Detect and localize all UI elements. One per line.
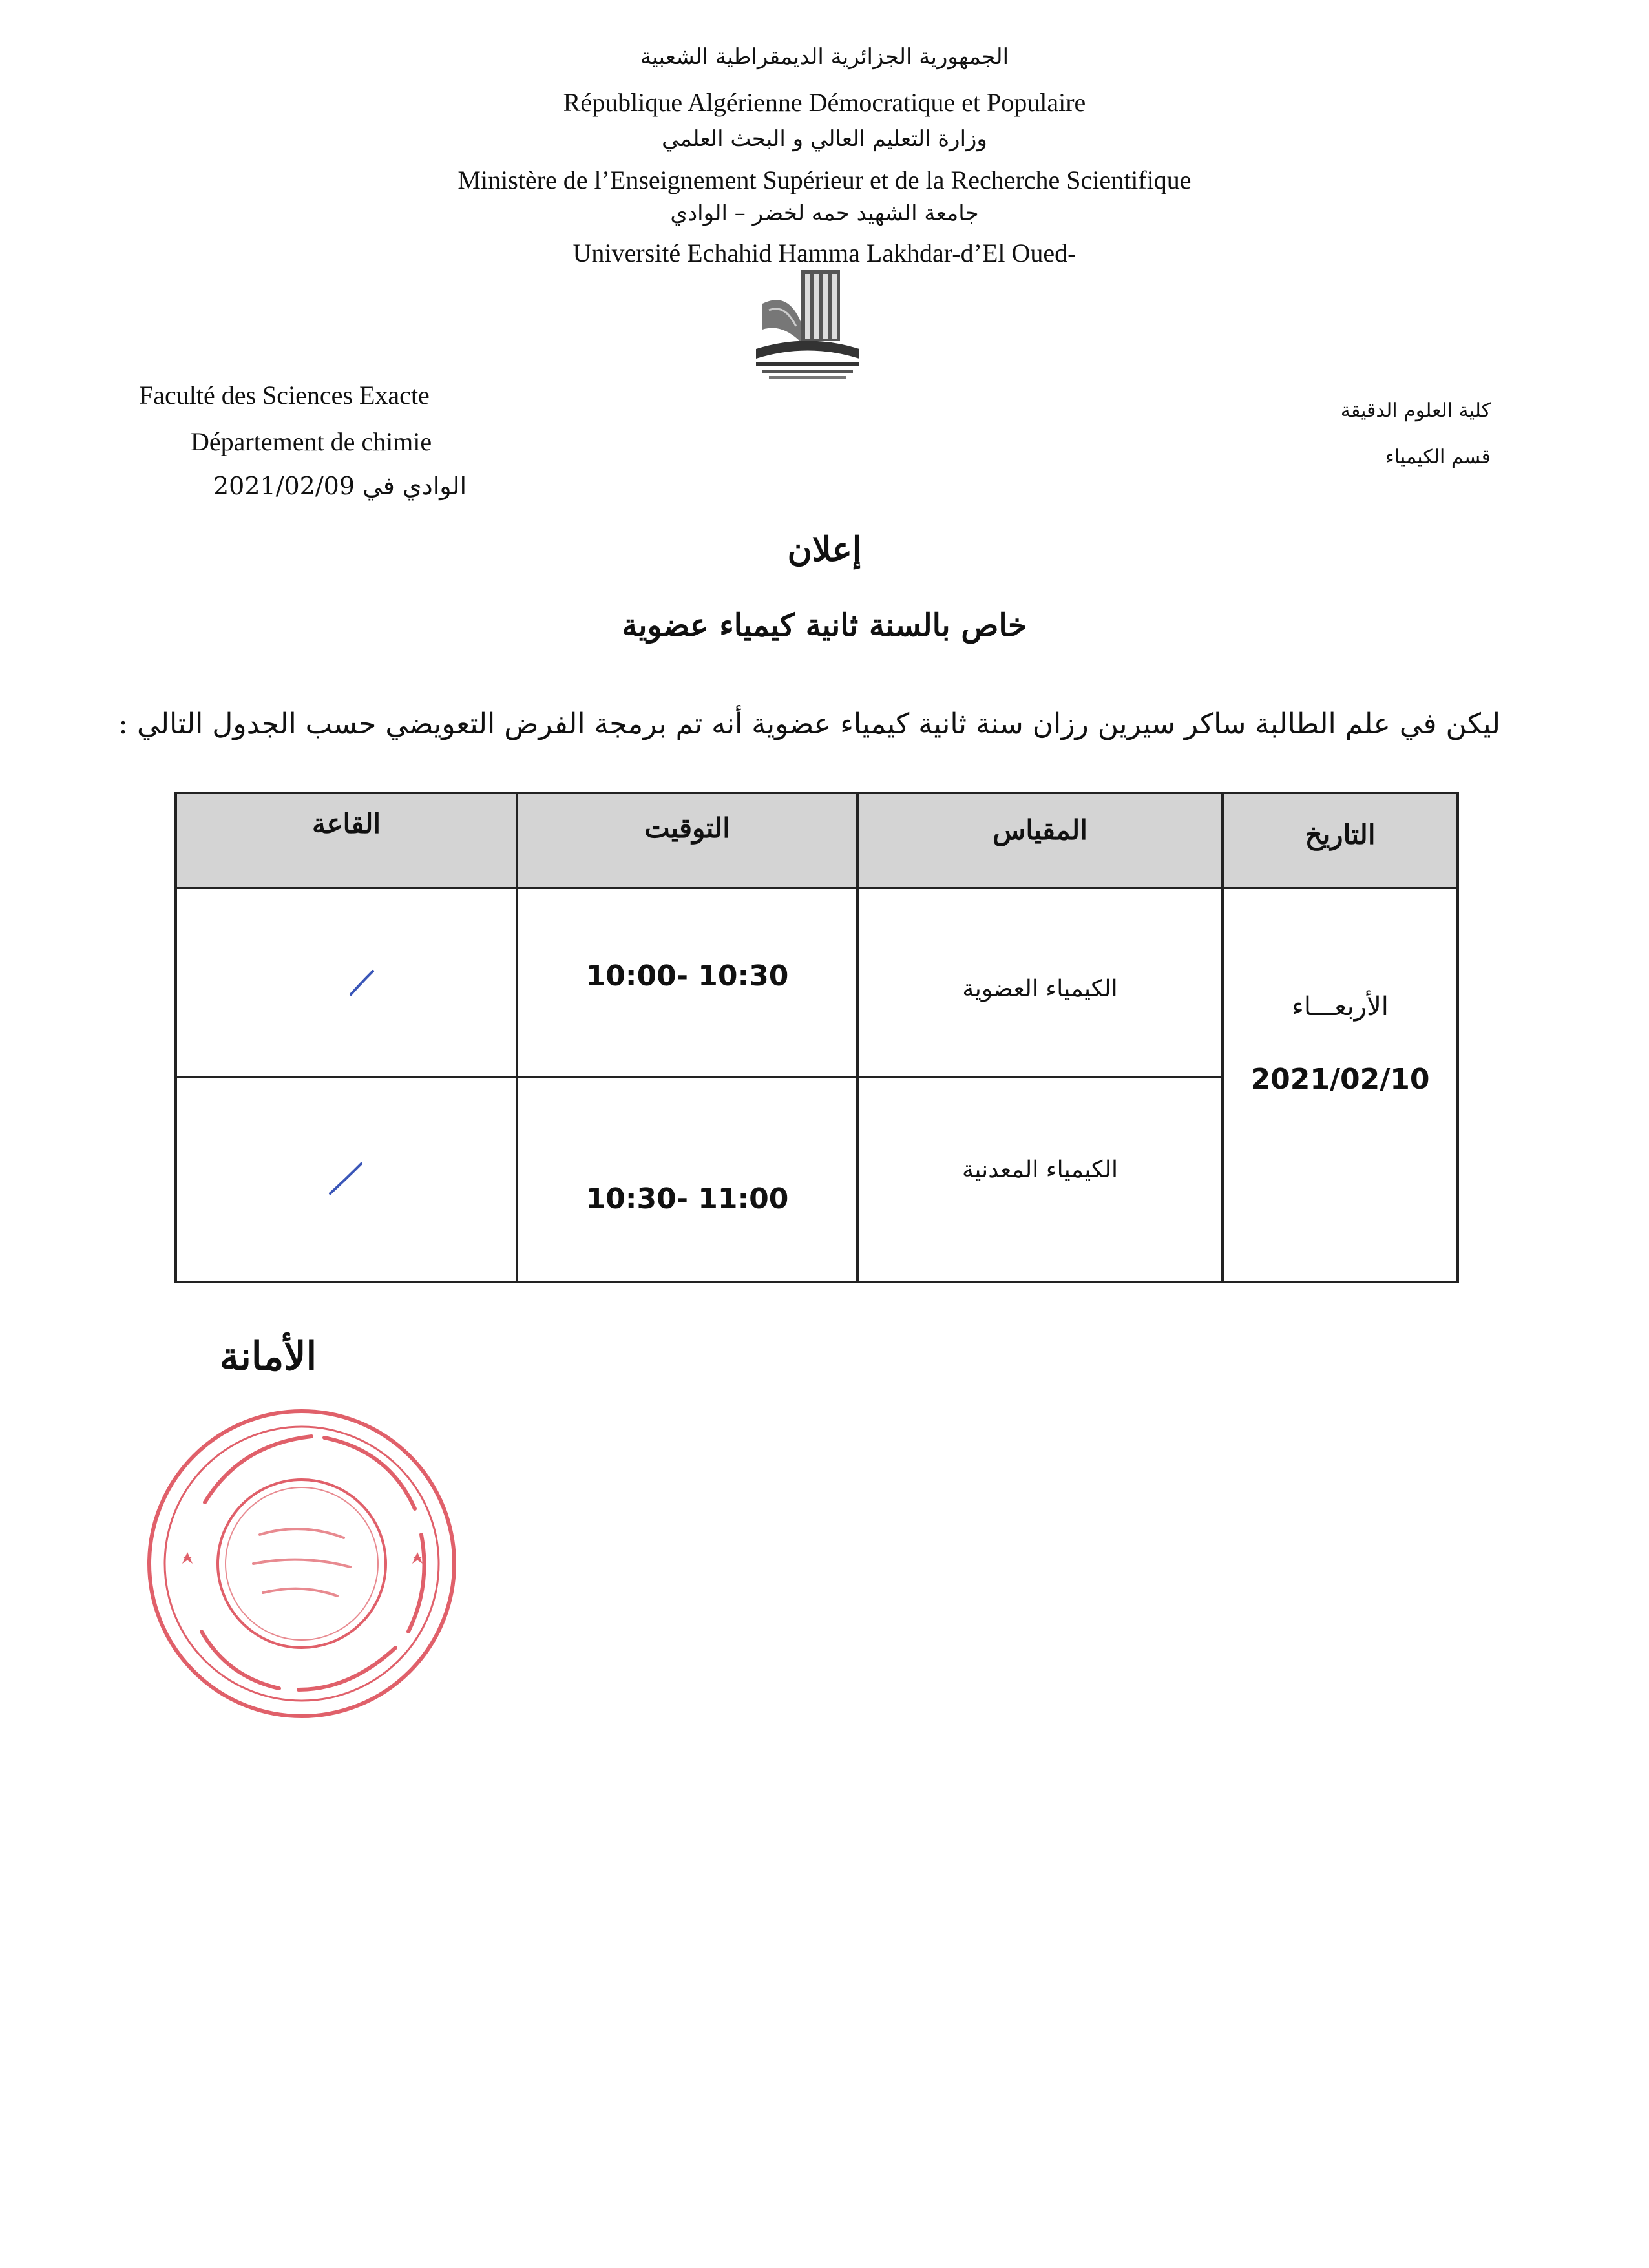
- university-logo-icon: [750, 265, 866, 388]
- intro-text: ليكن في علم الطالبة ساكر سيرين رزان سنة ثانية كيمياء عضوية أنه تم برمجة الفرض التعويضي حسب الجدول التالي :: [118, 708, 1500, 740]
- page-subtitle: خاص بالسنة ثانية كيمياء عضوية: [622, 607, 1027, 644]
- header-room: القاعة: [311, 808, 381, 839]
- faculty-ar: كلية العلوم الدقيقة: [1340, 399, 1491, 422]
- header-time: التوقيت: [644, 812, 730, 844]
- page-title: إعلان: [787, 530, 862, 569]
- ministry-ar: وزارة التعليم العالي و البحث العلمي: [662, 126, 987, 152]
- faculty-fr: Faculté des Sciences Exacte: [139, 381, 430, 410]
- pen-mark-2: [326, 1159, 365, 1197]
- schedule-table: [174, 792, 1459, 1283]
- cell-time-1: 10:00- 10:30: [585, 960, 789, 992]
- university-ar: جامعة الشهيد حمه لخضر – الوادي: [670, 200, 979, 226]
- cell-module-1: الكيمياء العضوية: [962, 976, 1118, 1002]
- header-module: المقياس: [993, 814, 1087, 846]
- pen-mark-1: [346, 966, 378, 998]
- republic-fr: République Algérienne Démocratique et Populaire: [563, 88, 1086, 117]
- cell-date: 2021/02/10: [1250, 1063, 1430, 1096]
- place-date: الوادي في 2021/02/09: [213, 472, 467, 500]
- cell-day: الأربعـــاء: [1292, 992, 1389, 1022]
- republic-ar: الجمهورية الجزائرية الديمقراطية الشعبية: [640, 44, 1009, 70]
- cell-time-2: 10:30- 11:00: [585, 1182, 789, 1215]
- university-fr: Université Echahid Hamma Lakhdar-d’El Oued-: [572, 238, 1077, 268]
- header-date: التاريخ: [1305, 819, 1376, 850]
- department-ar: قسم الكيمياء: [1385, 446, 1491, 468]
- cell-module-2: الكيمياء المعدنية: [962, 1157, 1118, 1183]
- ministry-fr: Ministère de l’Enseignement Supérieur et de la Recherche Scientifique: [457, 165, 1192, 194]
- department-fr: Département de chimie: [191, 427, 432, 456]
- signature-label: الأمانة: [220, 1334, 317, 1380]
- official-stamp-icon: [143, 1405, 460, 1722]
